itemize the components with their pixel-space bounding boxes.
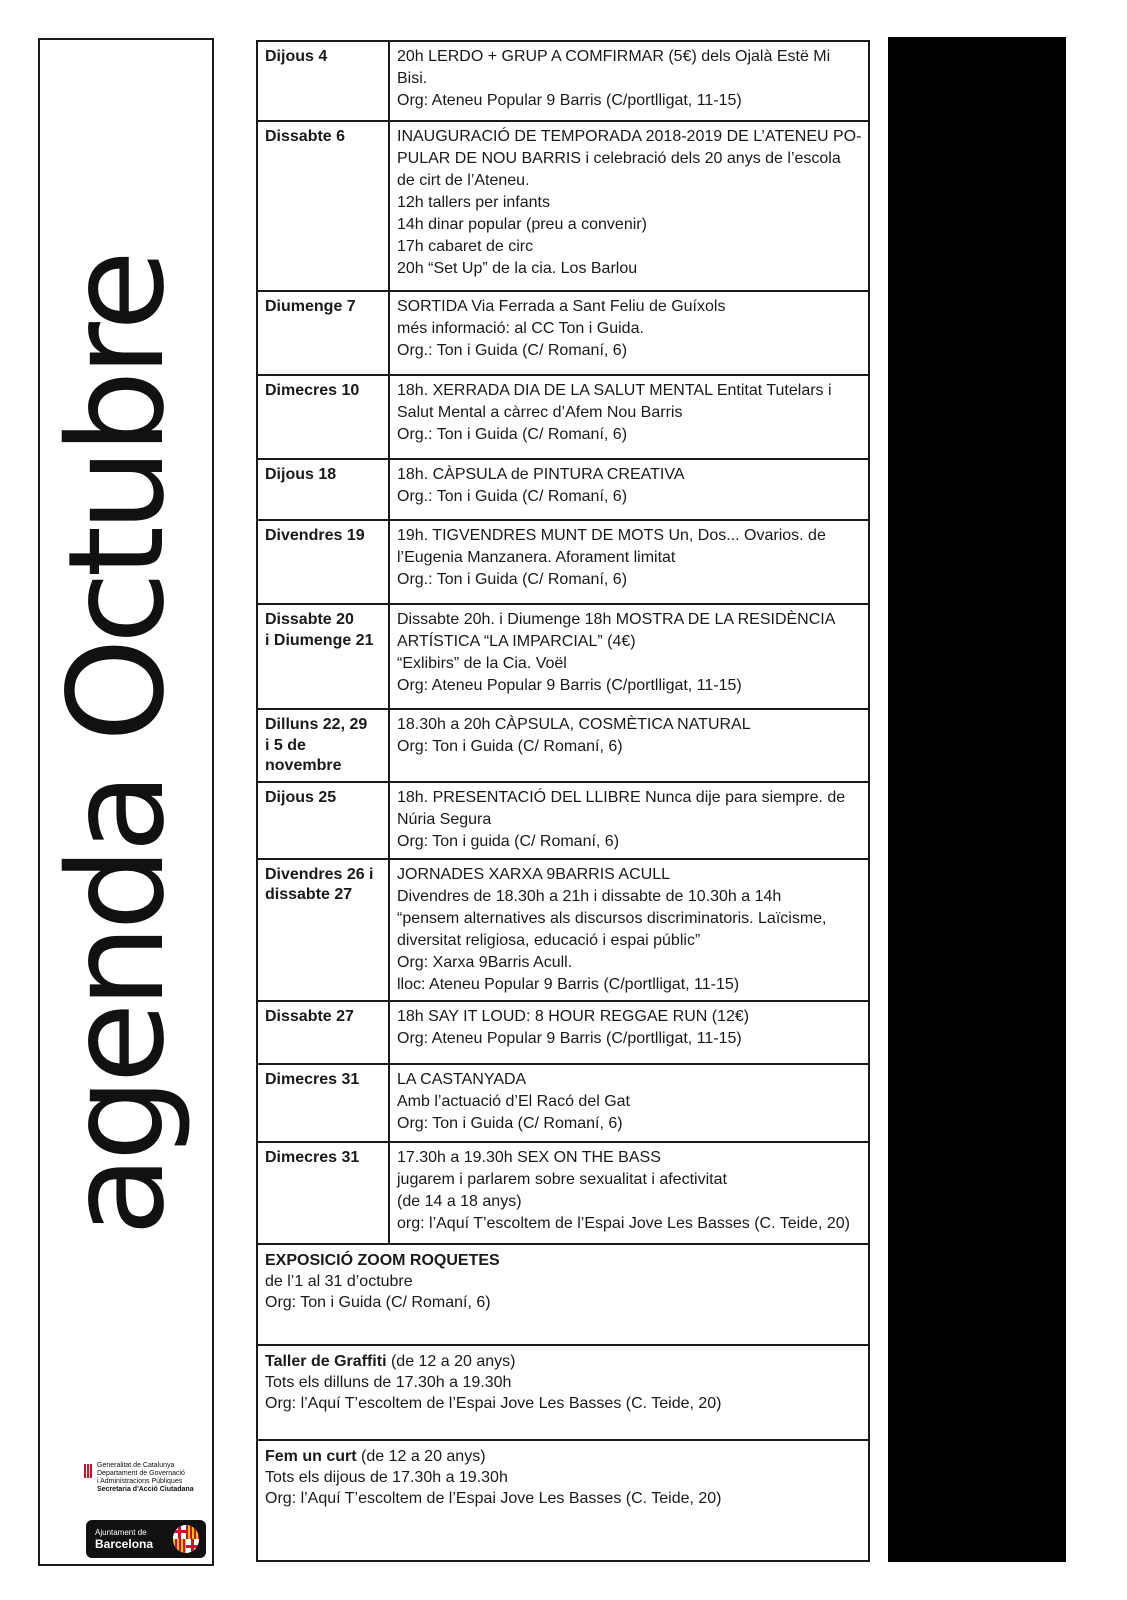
event-line: INAUGURACIÓ DE TEMPORADA 2018-2019 DE L’ATENEU PO-	[397, 128, 862, 145]
event-date	[257, 604, 389, 709]
event-description	[389, 291, 869, 375]
event-line: Org: Ton i guida (C/ Romaní, 6)	[397, 832, 620, 850]
event-line: 20h LERDO + GRUP A COMFIRMAR (5€) dels Ojalà Estë Mi	[397, 48, 831, 65]
bcn-logo-small: Ajuntament de	[95, 1528, 147, 1537]
extra-activity-row	[257, 1440, 869, 1561]
agenda-row	[257, 1142, 869, 1244]
event-line: Núria Segura	[397, 810, 492, 828]
event-date-line: Dimecres 31	[265, 1070, 360, 1088]
event-line: més informació: al CC Ton i Guida.	[397, 320, 644, 337]
event-date	[257, 1001, 389, 1064]
event-line: 18h. PRESENTACIÓ DEL LLIBRE Nunca dije para siempre. de	[397, 788, 846, 806]
gencat-line-3: i Administracions Públiques	[97, 1478, 183, 1485]
agenda-row	[257, 520, 869, 604]
generalitat-logo	[84, 1462, 214, 1494]
extra-activity-row	[257, 1345, 869, 1440]
event-date-line: dissabte 27	[265, 886, 353, 903]
event-description	[389, 459, 869, 520]
event-line: Salut Mental a càrrec d’Afem Nou Barris	[397, 404, 683, 421]
event-date-line: Dijous 4	[265, 48, 328, 65]
event-line: de cirt de l’Ateneu.	[397, 172, 530, 189]
event-line: 18.30h a 20h CÀPSULA, COSMÈTICA NATURAL	[397, 716, 751, 733]
event-date	[257, 121, 389, 291]
event-line: org: l’Aquí T’escoltem de l’Espai Jove Les Basses (C. Teide, 20)	[397, 1214, 850, 1232]
event-line: Dissabte 20h. i Diumenge 18h MOSTRA DE LA RESIDÈNCIA	[397, 611, 836, 628]
agenda-row	[257, 1001, 869, 1064]
ajuntament-barcelona-logo	[86, 1520, 206, 1558]
extra-activity-row	[257, 1244, 869, 1345]
event-line: 17h cabaret de circ	[397, 238, 534, 255]
event-description	[389, 782, 869, 859]
extra-activity-heading	[265, 1250, 861, 1271]
event-description	[389, 1064, 869, 1142]
left-title-panel	[38, 38, 214, 1566]
event-date-line: novembre	[265, 757, 342, 774]
extra-activity-line: Org: l’Aquí T’escoltem de l’Espai Jove Les Basses (C. Teide, 20)	[265, 1489, 722, 1507]
event-line: Org.: Ton i Guida (C/ Romaní, 6)	[397, 488, 628, 505]
black-side-bar	[888, 37, 1066, 1562]
extra-activity	[257, 1345, 869, 1440]
extra-activity-heading	[265, 1446, 861, 1467]
event-date	[257, 520, 389, 604]
event-line: JORNADES XARXA 9BARRIS ACULL	[397, 865, 670, 883]
event-line: “Exlibirs” de la Cia. Voël	[397, 655, 567, 672]
barcelona-shield-icon	[173, 1525, 199, 1553]
event-line: Divendres de 18.30h a 21h i dissabte de 10.30h a 14h	[397, 887, 782, 905]
extra-activity	[257, 1244, 869, 1345]
event-line: Org: Ateneu Popular 9 Barris (C/portlligat, 11-15)	[397, 1029, 742, 1047]
event-date	[257, 375, 389, 459]
extra-activity-age: (de 12 a 20 anys)	[386, 1352, 516, 1370]
event-date-line: Dissabte 20	[265, 611, 354, 628]
event-line: Bisi.	[397, 70, 428, 87]
event-line: “pensem alternatives als discursos discriminatoris. Laïcisme,	[397, 909, 827, 927]
gencat-line-1: Generalitat de Catalunya	[97, 1462, 175, 1469]
extra-activity-line: Org: Ton i Guida (C/ Romaní, 6)	[265, 1293, 491, 1311]
event-date	[257, 459, 389, 520]
event-date	[257, 41, 389, 121]
event-date-line: i 5 de	[265, 736, 306, 754]
event-line: Org.: Ton i Guida (C/ Romaní, 6)	[397, 571, 628, 588]
agenda-row	[257, 1064, 869, 1142]
event-date	[257, 859, 389, 1001]
event-date-line: Divendres 19	[265, 527, 365, 544]
event-date	[257, 1064, 389, 1142]
agenda-row	[257, 709, 869, 782]
extra-activity-line: Tots els dilluns de 17.30h a 19.30h	[265, 1373, 512, 1391]
event-date	[257, 291, 389, 375]
event-line: lloc: Ateneu Popular 9 Barris (C/portlligat, 11-15)	[397, 975, 740, 993]
event-date	[257, 709, 389, 782]
event-date-line: Dissabte 6	[265, 128, 346, 145]
gencat-line-2: Departament de Governació	[97, 1470, 185, 1477]
event-date-line: Dijous 25	[265, 788, 337, 806]
event-line: 14h dinar popular (preu a convenir)	[397, 216, 647, 233]
event-description	[389, 375, 869, 459]
event-line: Org.: Ton i Guida (C/ Romaní, 6)	[397, 426, 628, 443]
agenda-row	[257, 121, 869, 291]
agenda-table	[256, 40, 870, 1562]
extra-activity-title: Taller de Graffiti	[265, 1352, 387, 1370]
event-line: Org: Ateneu Popular 9 Barris (C/portlligat, 11-15)	[397, 92, 742, 109]
event-description	[389, 520, 869, 604]
extra-activity-line: de l’1 al 31 d’octubre	[265, 1272, 413, 1290]
gencat-line-4: Secretaria d'Acció Ciutadana	[97, 1486, 194, 1493]
event-date	[257, 782, 389, 859]
event-line: (de 14 a 18 anys)	[397, 1192, 522, 1210]
event-line: Org: Xarxa 9Barris Acull.	[397, 953, 573, 971]
vertical-title: agenda Octubre	[40, 255, 194, 1237]
event-date-line: i Diumenge 21	[265, 631, 374, 649]
event-line: PULAR DE NOU BARRIS i celebració dels 20 anys de l’escola	[397, 150, 841, 167]
event-line: 12h tallers per infants	[397, 194, 550, 211]
event-line: diversitat religiosa, educació i espai públic”	[397, 931, 701, 949]
event-line: 17.30h a 19.30h SEX ON THE BASS	[397, 1148, 661, 1166]
agenda-row	[257, 782, 869, 859]
event-line: Org: Ton i Guida (C/ Romaní, 6)	[397, 1114, 623, 1132]
event-line: 20h “Set Up” de la cia. Los Barlou	[397, 260, 638, 277]
event-line: 19h. TIGVENDRES MUNT DE MOTS Un, Dos... Ovarios. de	[397, 527, 826, 544]
event-line: 18h SAY IT LOUD: 8 HOUR REGGAE RUN (12€)	[397, 1007, 750, 1025]
event-description	[389, 1001, 869, 1064]
event-line: l’Eugenia Manzanera. Aforament limitat	[397, 549, 676, 566]
event-line: SORTIDA Via Ferrada a Sant Feliu de Guíxols	[397, 298, 726, 315]
event-description	[389, 859, 869, 1001]
event-line: Org.: Ton i Guida (C/ Romaní, 6)	[397, 342, 628, 359]
agenda-row	[257, 375, 869, 459]
generalitat-logo-text	[97, 1462, 194, 1494]
agenda-row	[257, 291, 869, 375]
extra-activity-line: Tots els dijous de 17.30h a 19.30h	[265, 1468, 508, 1486]
event-line: LA CASTANYADA	[397, 1070, 527, 1088]
event-date-line: Dimecres 31	[265, 1148, 360, 1166]
event-description	[389, 121, 869, 291]
agenda-row	[257, 604, 869, 709]
extra-activity-age: (de 12 a 20 anys)	[356, 1447, 486, 1465]
event-description	[389, 604, 869, 709]
event-line: 18h. XERRADA DIA DE LA SALUT MENTAL Entitat Tutelars i	[397, 382, 832, 399]
event-date-line: Dissabte 27	[265, 1007, 354, 1025]
event-date-line: Diumenge 7	[265, 298, 356, 315]
senyera-icon	[84, 1464, 93, 1478]
event-line: Amb l’actuació d’El Racó del Gat	[397, 1092, 630, 1110]
bcn-logo-big: Barcelona	[95, 1537, 154, 1551]
event-line: jugarem i parlarem sobre sexualitat i afectivitat	[397, 1170, 727, 1188]
agenda-row	[257, 459, 869, 520]
extra-activity-line: Org: l’Aquí T’escoltem de l’Espai Jove Les Basses (C. Teide, 20)	[265, 1394, 722, 1412]
extra-activity-title: Fem un curt	[265, 1447, 357, 1465]
event-description	[389, 41, 869, 121]
extra-activity	[257, 1440, 869, 1561]
event-date-line: Dimecres 10	[265, 382, 360, 399]
event-line: 18h. CÀPSULA de PINTURA CREATIVA	[397, 466, 685, 483]
extra-activity-heading	[265, 1351, 861, 1372]
agenda-row	[257, 859, 869, 1001]
event-line: Org: Ton i Guida (C/ Romaní, 6)	[397, 738, 623, 755]
event-date-line: Divendres 26 i	[265, 865, 374, 883]
agenda-body	[257, 41, 869, 1561]
event-description	[389, 1142, 869, 1244]
event-description	[389, 709, 869, 782]
event-date-line: Dijous 18	[265, 466, 337, 483]
event-date	[257, 1142, 389, 1244]
event-line: ARTÍSTICA “LA IMPARCIAL” (4€)	[397, 633, 636, 650]
event-date-line: Dilluns 22, 29	[265, 716, 368, 733]
extra-activity-title: EXPOSICIÓ ZOOM ROQUETES	[265, 1251, 500, 1269]
agenda-row	[257, 41, 869, 121]
event-line: Org: Ateneu Popular 9 Barris (C/portlligat, 11-15)	[397, 677, 742, 694]
